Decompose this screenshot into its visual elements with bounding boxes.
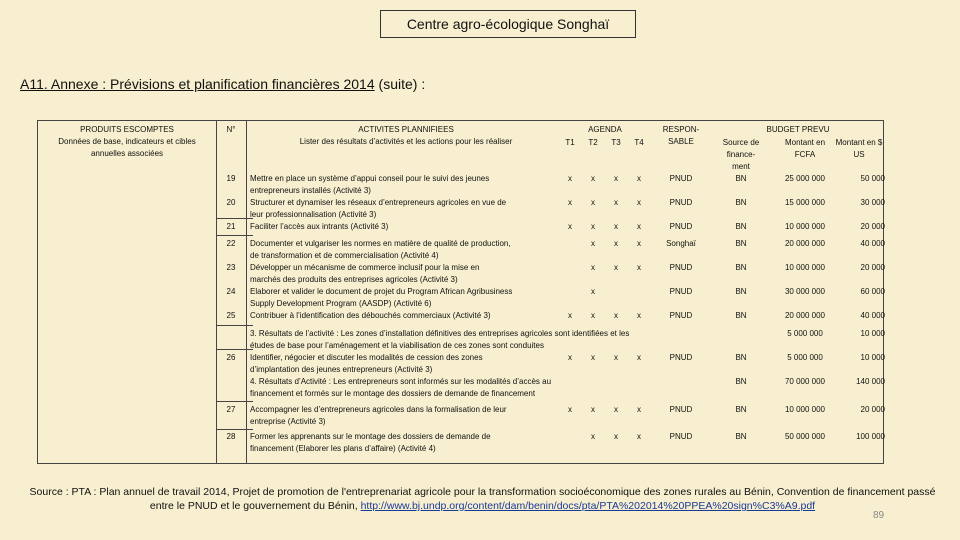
activity-text: Identifier, négocier et discuter les modalités de cession des zones bbox=[250, 353, 483, 362]
activity-text: 3. Résultats de l’activité : Les zones d’installation définitives des entreprises agricoles sont identifiées et les bbox=[250, 329, 630, 338]
row-number: 27 bbox=[226, 405, 236, 414]
amount-usd-cell: 10 000 bbox=[860, 329, 885, 338]
agenda-mark-t2: x bbox=[591, 174, 595, 183]
amount-usd-cell: 10 000 bbox=[860, 353, 885, 362]
amount-fcfa-cell: 70 000 000 bbox=[784, 377, 826, 386]
header-activities: ACTIVITES PLANNIFIEES bbox=[358, 125, 454, 134]
header-activities-sub: Lister des résultats d’activités et les actions pour les réaliser bbox=[299, 137, 513, 146]
row-number: 23 bbox=[226, 263, 236, 272]
agenda-mark-t4: x bbox=[637, 239, 641, 248]
agenda-mark-t3: x bbox=[614, 405, 618, 414]
amount-usd-cell: 40 000 bbox=[860, 311, 885, 320]
header-products-line1: PRODUITS ESCOMPTES bbox=[80, 125, 174, 134]
header-t3: T3 bbox=[611, 138, 621, 147]
agenda-mark-t4: x bbox=[637, 405, 641, 414]
agenda-mark-t3: x bbox=[614, 432, 618, 441]
agenda-mark-t3: x bbox=[614, 311, 618, 320]
funding-source-cell: BN bbox=[735, 432, 747, 441]
row-number: 22 bbox=[226, 239, 236, 248]
amount-fcfa-cell: 10 000 000 bbox=[784, 405, 826, 414]
header-fcfa-line1: Montant en bbox=[784, 138, 826, 147]
amount-usd-cell: 140 000 bbox=[856, 377, 885, 386]
funding-source-cell: BN bbox=[735, 353, 747, 362]
source-text: Source : PTA : Plan annuel de travail 2014, Projet de promotion de l'entreprenariat agricole pour la transformation socioéconomique des zones rurales au Bénin, Convention de financement passé entre le PNUD et le gouvernement du Bénin, bbox=[29, 486, 936, 512]
activity-text: Elaborer et valider le document de projet du Program African Agribusiness bbox=[250, 287, 513, 296]
row-divider bbox=[216, 429, 253, 430]
activity-text: 4. Résultats d’Activité : Les entrepreneurs sont informés sur les modalités d’accès au bbox=[250, 377, 552, 386]
agenda-mark-t4: x bbox=[637, 432, 641, 441]
agenda-mark-t3: x bbox=[614, 174, 618, 183]
agenda-mark-t1: x bbox=[568, 222, 572, 231]
activity-text: leur professionnalisation (Activité 3) bbox=[250, 209, 377, 219]
responsible-cell: PNUD bbox=[669, 405, 693, 414]
agenda-mark-t4: x bbox=[637, 222, 641, 231]
amount-fcfa-cell: 5 000 000 bbox=[787, 329, 823, 338]
agenda-mark-t4: x bbox=[637, 174, 641, 183]
amount-usd-cell: 50 000 bbox=[860, 174, 885, 183]
header-source-line1: Source de bbox=[722, 138, 760, 147]
source-footnote bbox=[20, 485, 945, 513]
row-divider bbox=[216, 401, 253, 402]
agenda-mark-t1: x bbox=[568, 174, 572, 183]
amount-fcfa-cell: 50 000 000 bbox=[784, 432, 826, 441]
amount-fcfa-cell: 10 000 000 bbox=[784, 263, 826, 272]
header-agenda: AGENDA bbox=[588, 125, 622, 134]
funding-source-cell: BN bbox=[735, 311, 747, 320]
row-divider bbox=[216, 349, 253, 350]
activity-text: Développer un mécanisme de commerce inclusif pour la mise en bbox=[250, 263, 480, 272]
responsible-cell: PNUD bbox=[669, 287, 693, 296]
header-products-line2: Données de base, indicateurs et cibles bbox=[58, 137, 196, 146]
agenda-mark-t3: x bbox=[614, 198, 618, 207]
funding-source-cell: BN bbox=[735, 239, 747, 248]
activity-text: Faciliter l’accès aux intrants (Activité 3) bbox=[250, 222, 389, 231]
header-budget: BUDGET PREVU bbox=[766, 125, 830, 134]
annex-subtitle-main: A11. Annexe : Prévisions et planification financières 2014 bbox=[20, 76, 375, 92]
activity-text: d’implantation des jeunes entrepreneurs (Activité 3) bbox=[250, 364, 433, 374]
row-number: 26 bbox=[226, 353, 236, 362]
funding-source-cell: BN bbox=[735, 405, 747, 414]
agenda-mark-t3: x bbox=[614, 239, 618, 248]
activity-text: de transformation et de commercialisation (Activité 4) bbox=[250, 250, 439, 260]
activity-text: études de base pour l’aménagement et la viabilisation de ces zones sont conduites bbox=[250, 340, 544, 350]
header-resp-line2: SABLE bbox=[668, 137, 694, 146]
annex-subtitle-suffix: (suite) : bbox=[374, 76, 426, 92]
agenda-mark-t2: x bbox=[591, 311, 595, 320]
agenda-mark-t3: x bbox=[614, 353, 618, 362]
activity-text: financement et formés sur le montage des dossiers de demande de financement bbox=[250, 388, 536, 398]
amount-fcfa-cell: 10 000 000 bbox=[784, 222, 826, 231]
amount-usd-cell: 60 000 bbox=[860, 287, 885, 296]
amount-usd-cell: 20 000 bbox=[860, 222, 885, 231]
header-num: N° bbox=[226, 125, 236, 134]
amount-fcfa-cell: 30 000 000 bbox=[784, 287, 826, 296]
agenda-mark-t3: x bbox=[614, 222, 618, 231]
activity-text: Documenter et vulgariser les normes en matière de qualité de production, bbox=[250, 239, 511, 248]
header-fcfa-line2: FCFA bbox=[794, 150, 816, 159]
agenda-mark-t4: x bbox=[637, 353, 641, 362]
row-divider bbox=[216, 235, 253, 236]
activity-text: Former les apprenants sur le montage des dossiers de demande de bbox=[250, 432, 491, 441]
header-usd-line1: Montant en $ bbox=[835, 138, 883, 147]
row-number: 24 bbox=[226, 287, 236, 296]
row-number: 28 bbox=[226, 432, 236, 441]
responsible-cell: PNUD bbox=[669, 222, 693, 231]
header-products-line3: annuelles associées bbox=[90, 149, 164, 158]
activity-text: financement (Elaborer les plans d’affaire) (Activité 4) bbox=[250, 443, 436, 453]
agenda-mark-t3: x bbox=[614, 263, 618, 272]
activity-text: Mettre en place un système d’appui conseil pour le suivi des jeunes bbox=[250, 174, 490, 183]
agenda-mark-t1: x bbox=[568, 353, 572, 362]
row-number: 25 bbox=[226, 311, 236, 320]
header-source-line2: finance- bbox=[726, 150, 756, 159]
header-usd-line2: US bbox=[853, 150, 865, 159]
agenda-mark-t2: x bbox=[591, 222, 595, 231]
source-link[interactable]: http://www.bj.undp.org/content/dam/benin/docs/pta/PTA%202014%20PPEA%20sign%C3%A9.pdf bbox=[360, 500, 816, 512]
header-source-line3: ment bbox=[732, 162, 750, 171]
amount-usd-cell: 100 000 bbox=[856, 432, 885, 441]
responsible-cell: Songhaï bbox=[666, 239, 696, 248]
funding-source-cell: BN bbox=[735, 377, 747, 386]
agenda-mark-t1: x bbox=[568, 198, 572, 207]
agenda-mark-t1: x bbox=[568, 405, 572, 414]
amount-usd-cell: 40 000 bbox=[860, 239, 885, 248]
funding-source-cell: BN bbox=[735, 222, 747, 231]
activity-text: Supply Development Program (AASDP) (Activité 6) bbox=[250, 298, 432, 308]
page-title: Centre agro-écologique Songhaï bbox=[380, 10, 636, 38]
agenda-mark-t2: x bbox=[591, 239, 595, 248]
responsible-cell: PNUD bbox=[669, 198, 693, 207]
row-divider bbox=[216, 325, 253, 326]
amount-usd-cell: 30 000 bbox=[860, 198, 885, 207]
header-t1: T1 bbox=[565, 138, 575, 147]
responsible-cell: PNUD bbox=[669, 353, 693, 362]
agenda-mark-t2: x bbox=[591, 353, 595, 362]
agenda-mark-t2: x bbox=[591, 432, 595, 441]
responsible-cell: PNUD bbox=[669, 311, 693, 320]
agenda-mark-t2: x bbox=[591, 263, 595, 272]
row-number: 19 bbox=[226, 174, 236, 183]
col-divider bbox=[246, 121, 247, 463]
activity-text: Accompagner les d’entrepreneurs agricoles dans la formalisation de leur bbox=[250, 405, 507, 414]
funding-source-cell: BN bbox=[735, 198, 747, 207]
activity-text: Contribuer à l’identification des débouchés commerciaux (Activité 3) bbox=[250, 311, 491, 320]
funding-source-cell: BN bbox=[735, 287, 747, 296]
funding-source-cell: BN bbox=[735, 174, 747, 183]
agenda-mark-t2: x bbox=[591, 287, 595, 296]
budget-table bbox=[37, 120, 884, 464]
amount-usd-cell: 20 000 bbox=[860, 263, 885, 272]
amount-fcfa-cell: 5 000 000 bbox=[787, 353, 823, 362]
agenda-mark-t2: x bbox=[591, 405, 595, 414]
header-t2: T2 bbox=[588, 138, 598, 147]
activity-text: marchés des produits des entreprises agricoles (Activité 3) bbox=[250, 274, 458, 284]
amount-fcfa-cell: 20 000 000 bbox=[784, 311, 826, 320]
page-number: 89 bbox=[873, 510, 885, 521]
annex-subtitle bbox=[20, 76, 425, 92]
activity-text: entreprise (Activité 3) bbox=[250, 416, 326, 426]
amount-usd-cell: 20 000 bbox=[860, 405, 885, 414]
responsible-cell: PNUD bbox=[669, 263, 693, 272]
agenda-mark-t1: x bbox=[568, 311, 572, 320]
row-number: 20 bbox=[226, 198, 236, 207]
agenda-mark-t2: x bbox=[591, 198, 595, 207]
amount-fcfa-cell: 20 000 000 bbox=[784, 239, 826, 248]
responsible-cell: PNUD bbox=[669, 174, 693, 183]
row-divider bbox=[216, 218, 253, 219]
row-number: 21 bbox=[226, 222, 236, 231]
amount-fcfa-cell: 15 000 000 bbox=[784, 198, 826, 207]
agenda-mark-t4: x bbox=[637, 198, 641, 207]
activity-text: entrepreneurs installés (Activité 3) bbox=[250, 185, 371, 195]
header-resp-line1: RESPON- bbox=[662, 125, 700, 134]
responsible-cell: PNUD bbox=[669, 432, 693, 441]
activity-text: Structurer et dynamiser les réseaux d’entrepreneurs agricoles en vue de bbox=[250, 198, 507, 207]
agenda-mark-t4: x bbox=[637, 311, 641, 320]
amount-fcfa-cell: 25 000 000 bbox=[784, 174, 826, 183]
agenda-mark-t4: x bbox=[637, 263, 641, 272]
funding-source-cell: BN bbox=[735, 263, 747, 272]
header-t4: T4 bbox=[634, 138, 644, 147]
